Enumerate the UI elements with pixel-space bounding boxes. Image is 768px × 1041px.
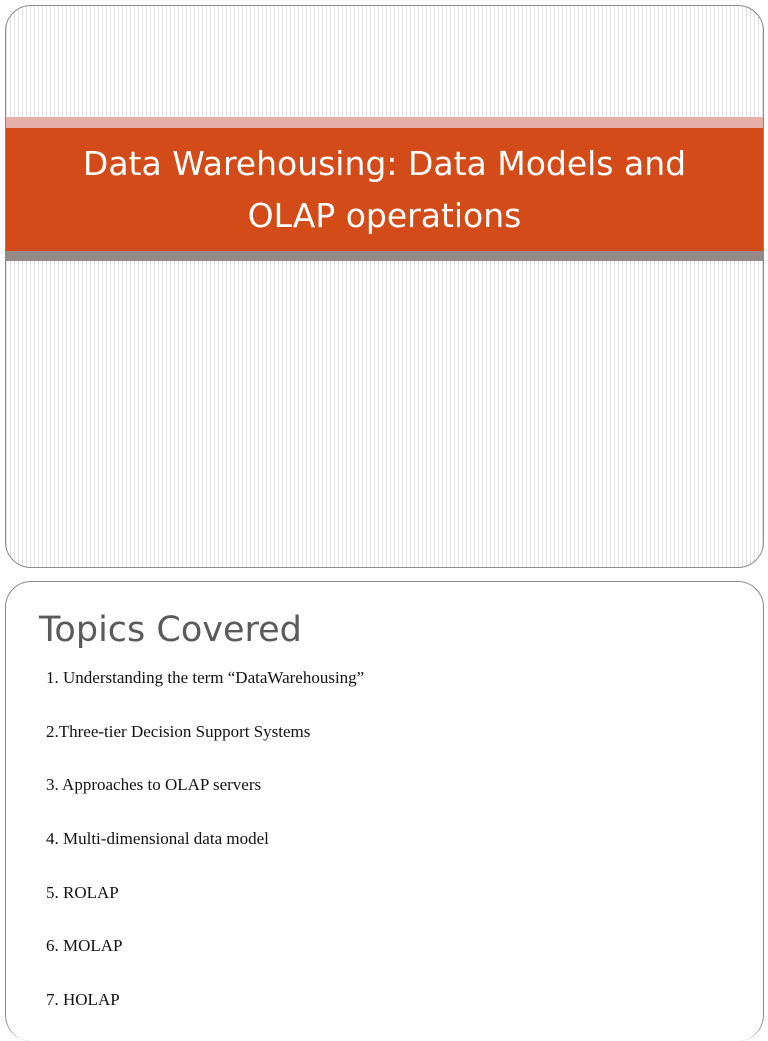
slide-title (53, 138, 716, 242)
topic-item: 7. HOLAP (46, 990, 120, 1010)
topics-list (46, 668, 364, 1041)
title-band-bottom-stripe (6, 251, 763, 261)
topics-slide (5, 581, 764, 1041)
topic-item: 3. Approaches to OLAP servers (46, 775, 262, 795)
topic-item: 5. ROLAP (46, 882, 119, 902)
topic-item: 2.Three-tier Decision Support Systems (46, 721, 311, 741)
topic-item: 4. Multi-dimensional data model (46, 829, 269, 849)
title-band-top-stripe (6, 117, 763, 128)
topic-item: 6. MOLAP (46, 936, 123, 956)
title-band (6, 128, 763, 251)
topic-item: 1. Understanding the term “DataWarehousing” (46, 668, 365, 687)
title-slide (5, 5, 764, 568)
slide-title-line-2: OLAP operations (247, 195, 522, 235)
slide-title-line-1: Data Warehousing: Data Models and (82, 143, 687, 183)
topics-heading: Topics Covered (39, 610, 302, 650)
